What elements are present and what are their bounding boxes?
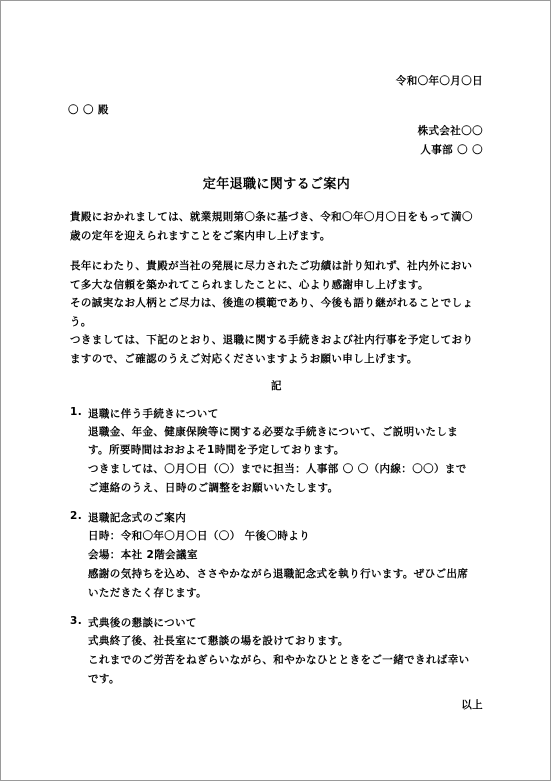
section-line: 日時：令和〇年〇月〇日（〇） 午後〇時より <box>88 530 311 542</box>
section-line: ご連絡のうえ、日時のご調整をお願いいたします。 <box>88 482 339 494</box>
sender-company: 株式会社〇〇 <box>417 125 483 137</box>
section-line: いただきたく存じます。 <box>88 587 208 599</box>
body-line: その誠実なお人柄とご尽力は、後進の模範であり、今後も語り継がれることでしょ <box>70 297 474 309</box>
section-line: です。 <box>88 673 120 685</box>
section-number: 1. <box>70 406 83 418</box>
recipient-name: 〇 〇 殿 <box>68 104 109 116</box>
sender-department: 人事部 〇 〇 <box>420 144 483 156</box>
section-number: 2. <box>70 510 83 522</box>
ki-heading: 記 <box>271 380 282 392</box>
body-line: う。 <box>70 316 92 328</box>
section-heading: 式典後の懇談について <box>88 617 197 629</box>
section-number: 3. <box>70 615 83 627</box>
body-line: 貴殿におかれましては、就業規則第〇条に基づき、令和〇年〇月〇日をもって満〇 <box>70 211 473 223</box>
section-line: 退職金、年金、健康保険等に関する必要な手続きについて、ご説明いたしま <box>88 426 459 438</box>
body-line: 歳の定年を迎えられますことをご案内申し上げます。 <box>70 230 331 242</box>
section-line: 式典終了後、社長室にて懇談の場を設けております。 <box>88 635 349 647</box>
body-line: て多大な信頼を築かれてこられましたことに、心より感謝申し上げます。 <box>70 279 429 291</box>
body-line: ますので、ご確認のうえご対応くださいますようお願い申し上げます。 <box>70 353 418 365</box>
document-date: 令和〇年〇月〇日 <box>395 75 483 87</box>
section-line: つきましては、〇月〇日（〇）までに担当：人事部 〇 〇（内線：〇〇）まで <box>88 463 467 475</box>
section-heading: 退職に伴う手続きについて <box>88 408 219 420</box>
closing-mark: 以上 <box>461 699 483 711</box>
body-line: つきましては、下記のとおり、退職に関する手続きおよび社内行事を予定しており <box>70 334 474 346</box>
section-heading: 退職記念式のご案内 <box>88 512 187 524</box>
section-line: す。所要時間はおおよそ1時間を予定しております。 <box>88 444 345 456</box>
body-line: 長年にわたり、貴殿が当社の発展に尽力されたご功績は計り知れず、社内外におい <box>70 260 473 272</box>
section-line: 感謝の気持ちを込め、ささやかながら退職記念式を執り行います。ぜひご出席 <box>88 568 469 580</box>
document-title: 定年退職に関するご案内 <box>202 177 351 192</box>
section-line: 会場：本社 2階会議室 <box>88 549 198 561</box>
section-line: これまでのご労苦をねぎらいながら、和やかなひとときをご一緒できれば幸い <box>88 654 470 666</box>
